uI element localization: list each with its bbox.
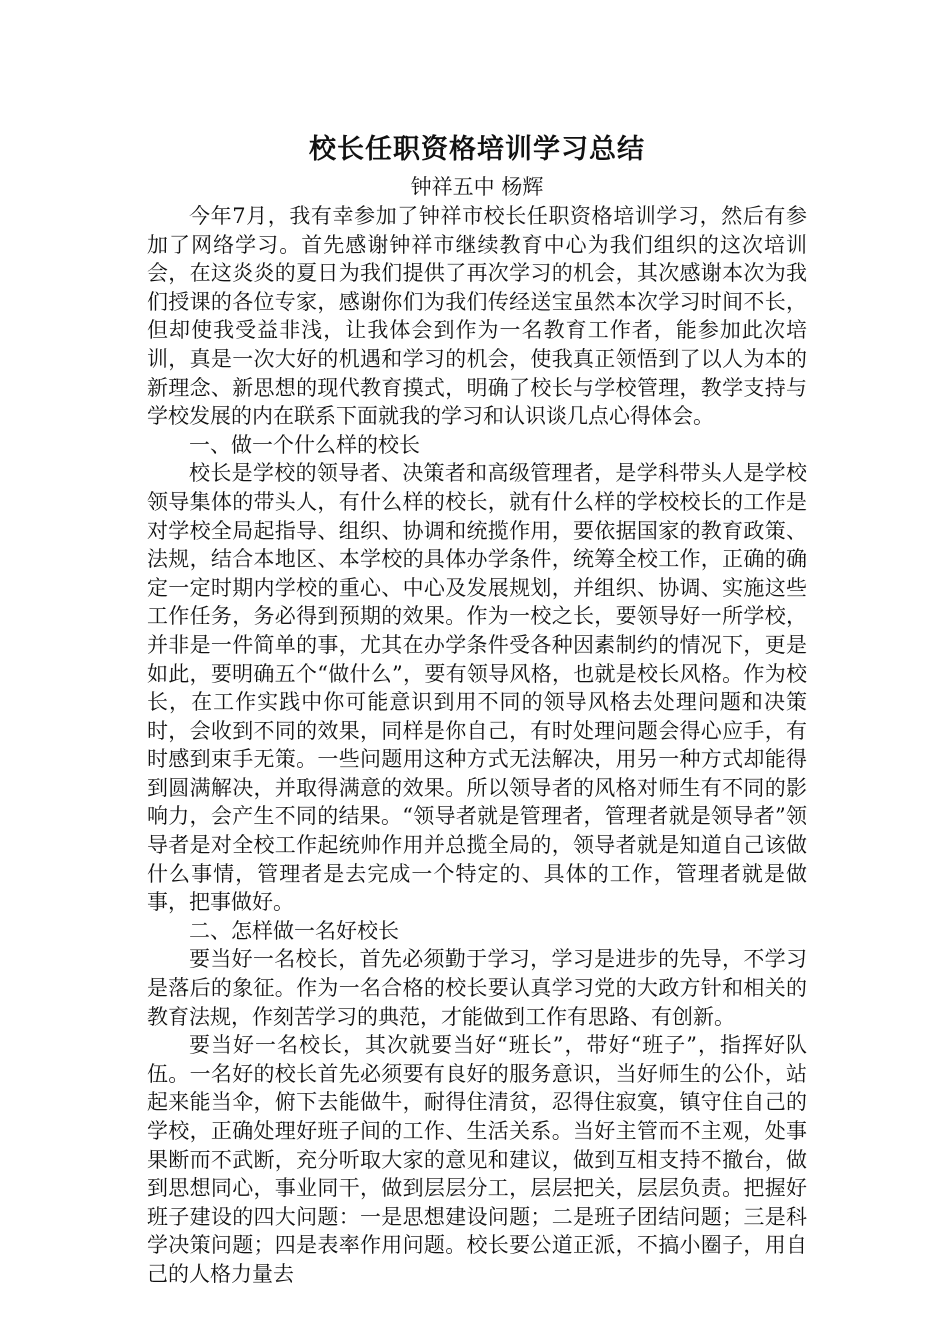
section-heading-1: 一、做一个什么样的校长 — [189, 432, 420, 457]
paragraph-intro: 今年7月，我有幸参加了钟祥市校长任职资格培训学习，然后有参加了网络学习。首先感谢钟祥市继续教育中心为我们组织的这次培训会，在这炎炎的夏日为我们提供了再次学习的机会，其次感谢本次为我们授课的各位专家，感谢你们为我们传经送宝虽然本次学习时间不长，但却使我受益非浅，让我体会到作为一名教育工作者，能参加此次培训，真是一次大好的机遇和学习的机会，使我真正领悟到了以人为本的新理念、新思想的现代教育摸式，明确了校长与学校管理，教学支持与学校发展的内在联系下面就我的学习和认识谈几点心得体会。 — [147, 204, 807, 429]
paragraph-leadership-team: 要当好一名校长，其次就要当好“班长”，带好“班子”，指挥好队伍。一名好的校长首先必须要有良好的服务意识，当好师生的公仆，站起来能当伞，俯下去能做牛，耐得住清贫，忍得住寂寞，镇守住自己的学校，正确处理好班子间的工作、生活关系。当好主管而不主观，处事果断而不武断，充分听取大家的意见和建议，做到互相支持不撤台，做到思想同心，事业同干，做到层层分工，层层把关，层层负责。把握好班子建设的四大问题：一是思想建设问题；二是班子团结问题；三是科学决策问题；四是表率作用问题。校长要公道正派，不搞小圈子，用自己的人格力量去 — [147, 1033, 807, 1286]
document-title: 校长任职资格培训学习总结 — [309, 134, 645, 165]
paragraph-principal-role: 校长是学校的领导者、决策者和高级管理者，是学科带头人是学校领导集体的带头人，有什么样的校长，就有什么样的学校校长的工作是对学校全局起指导、组织、协调和统揽作用，要依据国家的教育政策、法规，结合本地区、本学校的具体办学条件，统筹全校工作，正确的确定一定时期内学校的重心、中心及发展规划，并组织、协调、实施这些工作任务，务必得到预期的效果。作为一校之长，要领导好一所学校，并非是一件简单的事，尤其在办学条件受各种因素制约的情况下，更是如此，要明确五个“做什么”，要有领导风格，也就是校长风格。作为校长，在工作实践中你可能意识到用不同的领导风格去处理问题和决策时，会收到不同的效果，同样是你自己，有时处理问题会得心应手，有时感到束手无策。一些问题用这种方式无法解决，用另一种方式却能得到圆满解决，并取得满意的效果。所以领导者的风格对师生有不同的影响力，会产生不同的结果。“领导者就是管理者，管理者就是领导者”领导者是对全校工作起统帅作用并总揽全局的，领导者就是知道自己该做什么事情，管理者是去完成一个特定的、具体的工作，管理者就是做事，把事做好。 — [147, 461, 807, 915]
author-line: 钟祥五中 杨辉 — [410, 175, 544, 199]
paragraph-learning: 要当好一名校长，首先必须勤于学习，学习是进步的先导，不学习是落后的象征。作为一名合格的校长要认真学习党的大政方针和相关的教育法规，作刻苦学习的典范，才能做到工作有思路、有创新。 — [147, 947, 807, 1029]
document-page — [147, 128, 807, 1289]
section-heading-2: 二、怎样做一名好校长 — [189, 918, 399, 943]
